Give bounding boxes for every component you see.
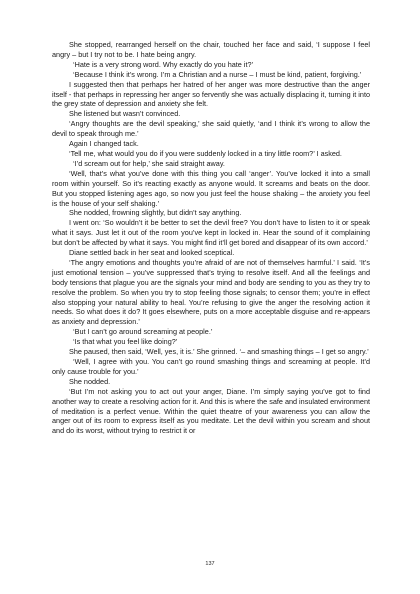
paragraph: Diane settled back in her seat and looked sceptical. [69,248,235,258]
paragraph: ‘I’d scream out for help,’ she said straight away. [73,158,225,168]
paragraph: She nodded. [69,376,111,386]
paragraph: She paused, then said, ‘Well, yes, it is.’ She grinned. ‘– and smashing things – I get so angry.’ [69,347,369,357]
paragraph: ‘Hate is a very strong word. Why exactly do you hate it?’ [73,59,254,69]
paragraph: ‘But I’m not asking you to act out your anger, Diane. I’m simply saying you’ve got to find another way to create a resolving action for it. And this is where the safe and insulated environment of meditation is a perfect venue. Within the quiet theatre of your awareness you can allow the anger out of its room to express itself as you meditate. Let the devil within you scream and shout and do its worst, without trying to restrict it or [52,386,370,436]
paragraph: ‘Angry thoughts are the devil speaking,’ she said quietly, ‘and I think it’s wrong to allow the devil to speak through me.’ [52,119,370,139]
paragraph: ‘But I can’t go around screaming at people.’ [73,327,213,337]
paragraph: ‘Well, that’s what you’ve done with this thing you call ‘anger’. You’ve locked it into a small room within yourself. So it’s reacting exactly as anyone would. It screams and beats on the door. But you stopped listening ages ago, so now you just feel the house shaking – the anxiety you feel is the house of your self shaking.’ [52,168,370,208]
body-text [52,40,370,436]
paragraph: Again I changed tack. [69,139,139,149]
paragraph: ‘Tell me, what would you do if you were suddenly locked in a tiny little room?’ I asked. [69,148,342,158]
paragraph: She nodded, frowning slightly, but didn’t say anything. [69,208,242,218]
paragraph: I went on: ‘So wouldn’t it be better to set the devil free? You don’t have to listen to it or speak what it says. Just let it out of the room you’ve kept in locked in. Hear the sound of it complaining but don’t be affected by what it says. You might find it’ll get bored and disappear of its own accord.’ [52,218,370,248]
paragraph: ‘Because I think it’s wrong. I’m a Christian and a nurse – I must be kind, patient, forgiving.’ [73,69,362,79]
paragraph: She listened but wasn’t convinced. [69,109,181,119]
page-number: 137 [205,561,215,567]
paragraph: She stopped, rearranged herself on the chair, touched her face and said, ‘I suppose I feel angry – but I try not to be. I hate being angry. [52,40,370,59]
paragraph: ‘Is that what you feel like doing?’ [73,337,178,347]
paragraph: ‘The angry emotions and thoughts you’re afraid of are not of themselves harmful.’ I said. ‘It’s just emotional tension – you’ve suppressed that’s trying to resolve itself. And all the feelings and body tensions that plague you are the signals your mind and body are sending to you as they try to resolve the problem. So when you try to stop feeling those signals; to censor them; you’re in effect also stopping your natural ability to heal. You’re refusing to give the anger the resolving action it needs. So what does it do? It goes elsewhere, puts on a more acceptable disguise and re-appears as anxiety and depression.’ [52,257,370,327]
paragraph: ‘Well, I agree with you. You can’t go round smashing things and screaming at people. It’d only cause trouble for you.’ [52,357,370,376]
paragraph: I suggested then that perhaps her hatred of her anger was more destructive than the anger itself - that perhaps in repressing her anger so fervently she was actually displacing it, turning it into the grey state of depression and anxiety she felt. [52,79,370,109]
